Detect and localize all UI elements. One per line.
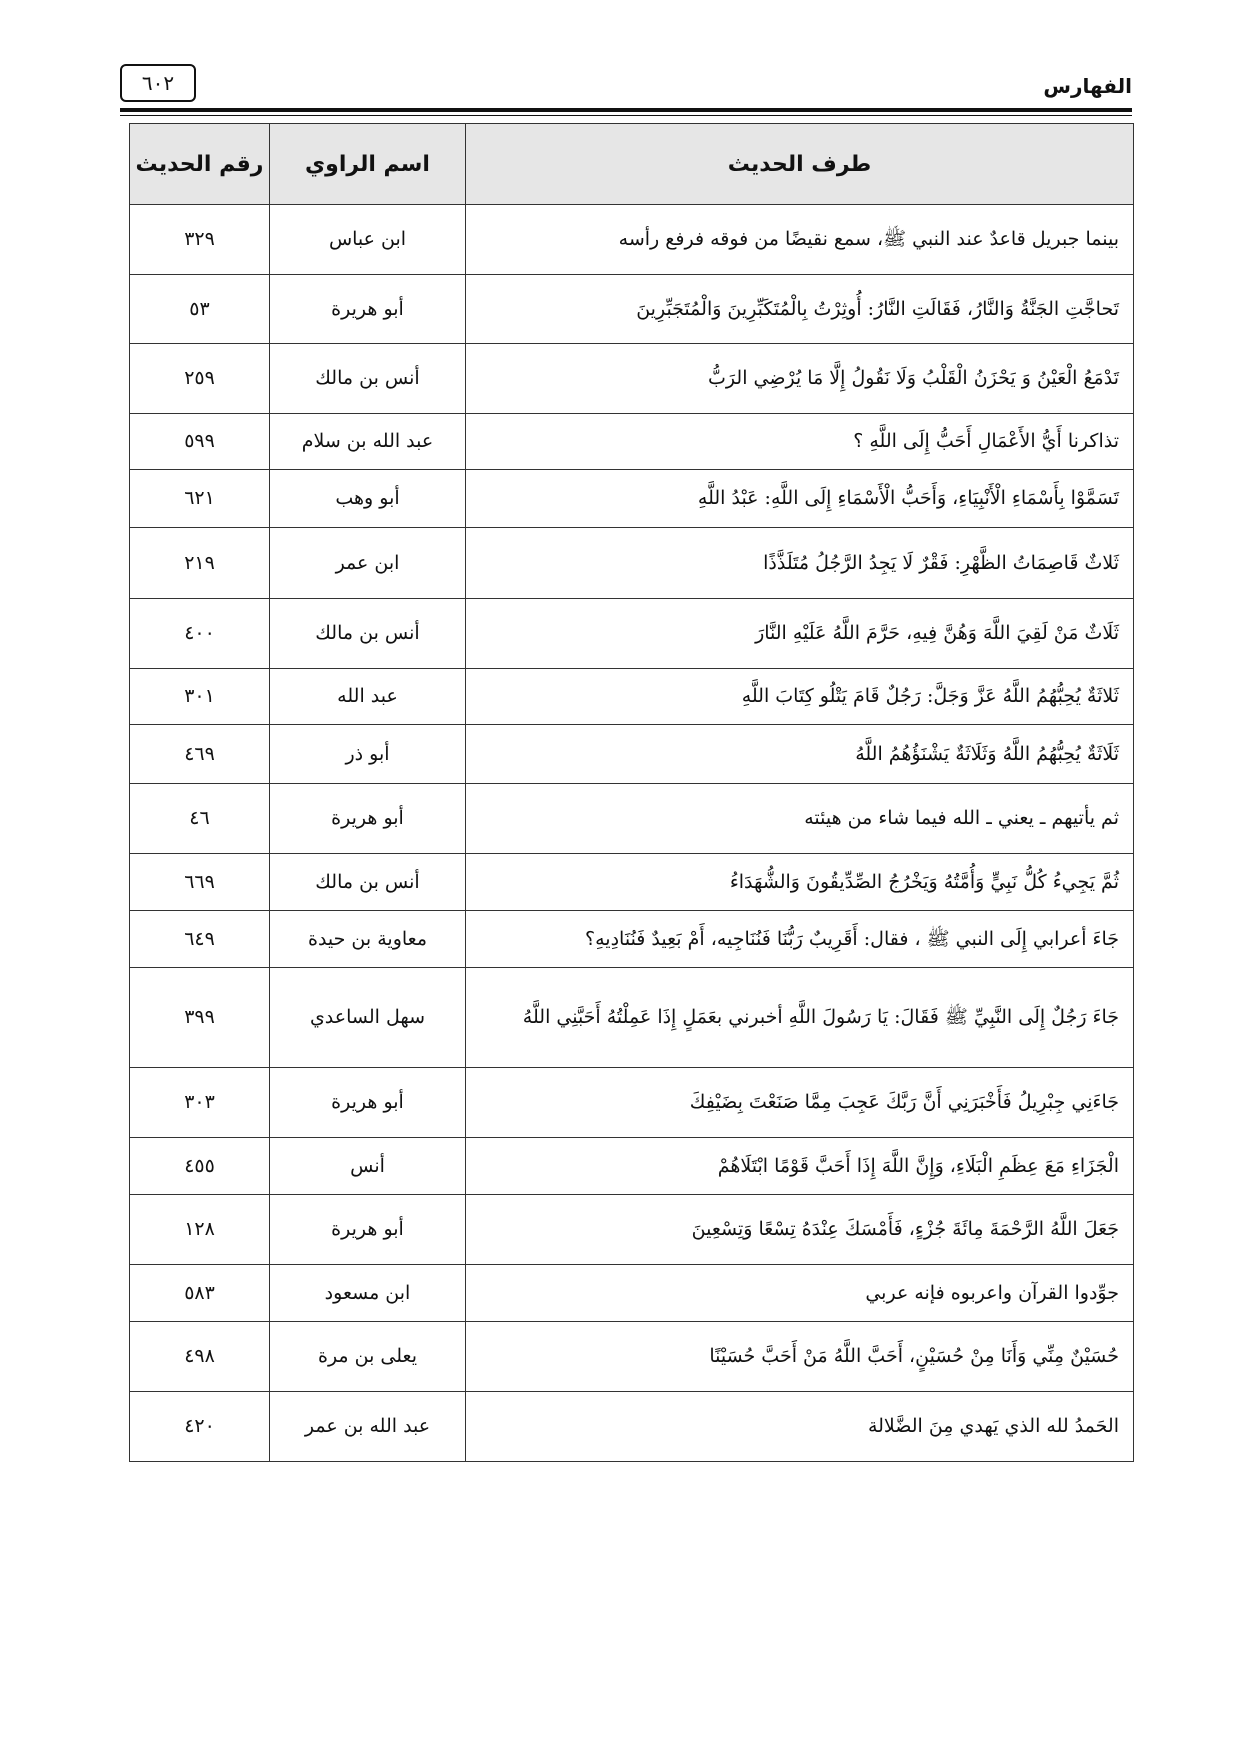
- hadith-text: ثَلاثٌ قَاصِمَاتُ الظَّهْرِ: فَقْرٌ لَا يَجِدُ الرَّجُلُ مُتَلَذَّذًا: [466, 528, 1134, 599]
- table-row: [130, 528, 1134, 599]
- narrator-name: أبو هريرة: [270, 1195, 466, 1265]
- hadith-number: ٣٠٣: [130, 1068, 270, 1138]
- narrator-name: ابن عمر: [270, 528, 466, 599]
- hadith-text: جَاءَنِي جِبْرِيلُ فَأَخْبَرَنِي أَنَّ رَبَّكَ عَجِبَ مِمَّا صَنَعْتَ بِضَيْفِكَ: [466, 1068, 1134, 1138]
- table-row: [130, 344, 1134, 414]
- hadith-number: ٣٠١: [130, 669, 270, 725]
- table-row: [130, 470, 1134, 528]
- table-row: [130, 854, 1134, 911]
- column-header-hadith: طرف الحديث: [466, 124, 1134, 205]
- narrator-name: أنس بن مالك: [270, 344, 466, 414]
- hadith-number: ٤٦: [130, 784, 270, 854]
- hadith-text: الحَمدُ لله الذي يَهدي مِنَ الضَّلالة: [466, 1392, 1134, 1462]
- table-row: [130, 669, 1134, 725]
- hadith-number: ٢١٩: [130, 528, 270, 599]
- hadith-text: ثُمَّ يَجِيءُ كُلُّ نَبِيٍّ وَأُمَّتُهُ وَيَخْرُجُ الصِّدِّيقُونَ وَالشُّهَدَاءُ: [466, 854, 1134, 911]
- hadith-text: جَعَلَ اللَّهُ الرَّحْمَةَ مِائَةَ جُزْءٍ، فَأَمْسَكَ عِنْدَهُ تِسْعًا وَتِسْعِينَ: [466, 1195, 1134, 1265]
- table-row: [130, 1322, 1134, 1392]
- hadith-number: ٦٦٩: [130, 854, 270, 911]
- narrator-name: سهل الساعدي: [270, 968, 466, 1068]
- hadith-text: حُسَيْنٌ مِنِّي وَأَنَا مِنْ حُسَيْنٍ، أَحَبَّ اللَّهُ مَنْ أَحَبَّ حُسَيْنًا: [466, 1322, 1134, 1392]
- table-row: [130, 1138, 1134, 1195]
- column-header-number: رقم الحديث: [130, 124, 270, 205]
- narrator-name: ابن عباس: [270, 205, 466, 275]
- table-row: [130, 599, 1134, 669]
- table-row: [130, 1068, 1134, 1138]
- narrator-name: ابن مسعود: [270, 1265, 466, 1322]
- hadith-number: ٤٩٨: [130, 1322, 270, 1392]
- narrator-name: عبد الله بن سلام: [270, 414, 466, 470]
- narrator-name: أبو ذر: [270, 725, 466, 784]
- hadith-text: جوِّدوا القرآن واعربوه فإنه عربي: [466, 1265, 1134, 1322]
- narrator-name: أنس بن مالك: [270, 854, 466, 911]
- table-header-row: [130, 124, 1134, 205]
- page-number: ٦٠٢: [141, 71, 175, 95]
- hadith-text: ثَلَاثٌ مَنْ لَقِيَ اللَّهَ وَهُنَّ فِيهِ، حَرَّمَ اللَّهُ عَلَيْهِ النَّارَ: [466, 599, 1134, 669]
- hadith-text: بينما جبريل قاعدٌ عند النبي ﷺ، سمع نقيضًا من فوقه فرفع رأسه: [466, 205, 1134, 275]
- table-row: [130, 968, 1134, 1068]
- table-row: [130, 1195, 1134, 1265]
- narrator-name: أبو هريرة: [270, 784, 466, 854]
- hadith-number: ٢٥٩: [130, 344, 270, 414]
- header-rule-thin: [120, 115, 1132, 116]
- hadith-number: ٥٨٣: [130, 1265, 270, 1322]
- narrator-name: أنس: [270, 1138, 466, 1195]
- table-row: [130, 784, 1134, 854]
- hadith-number: ٦٢١: [130, 470, 270, 528]
- hadith-text: تَدْمَعُ الْعَيْنُ وَ يَحْزَنُ الْقَلْبُ وَلَا نَقُولُ إِلَّا مَا يُرْضِي الرَبُّ: [466, 344, 1134, 414]
- hadith-text: جَاءَ أعرابي إِلَى النبي ﷺ ، فقال: أَقَرِيبٌ رَبُّنَا فَنُنَاجِيه، أَمْ بَعِيدٌ فَنُنَادِيهِ؟: [466, 911, 1134, 968]
- table-row: [130, 1265, 1134, 1322]
- hadith-text: تَسَمَّوْا بِأَسْمَاءِ الْأَنْبِيَاءِ، وَأَحَبُّ الْأَسْمَاءِ إِلَى اللَّهِ: عَبْدُ اللَّهِ: [466, 470, 1134, 528]
- table-row: [130, 275, 1134, 344]
- hadith-text: الْجَزَاءِ مَعَ عِظَمِ الْبَلَاءِ، وَإِنَّ اللَّهَ إِذَا أَحَبَّ قَوْمًا ابْتَلَاهُمْ: [466, 1138, 1134, 1195]
- hadith-number: ٣٢٩: [130, 205, 270, 275]
- hadith-text: ثم يأتيهم ـ يعني ـ الله فيما شاء من هيئته: [466, 784, 1134, 854]
- hadith-text: ثَلَاثَةٌ يُحِبُّهُمُ اللَّهُ وَثَلَاثَةٌ يَشْنَؤُهُمُ اللَّهُ: [466, 725, 1134, 784]
- hadith-text: ثَلاثَةٌ يُحِبُّهُمُ اللَّهُ عَزَّ وَجَلَّ: رَجُلٌ قَامَ يَتْلُو كِتَابَ اللَّهِ: [466, 669, 1134, 725]
- narrator-name: يعلى بن مرة: [270, 1322, 466, 1392]
- hadith-number: ٥٩٩: [130, 414, 270, 470]
- narrator-name: أنس بن مالك: [270, 599, 466, 669]
- running-title: الفهارس: [1043, 74, 1132, 98]
- table-row: [130, 1392, 1134, 1462]
- hadith-number: ٥٣: [130, 275, 270, 344]
- narrator-name: أبو هريرة: [270, 275, 466, 344]
- hadith-text: جَاءَ رَجُلٌ إِلَى النَّبِيِّ ﷺ فَقَالَ: يَا رَسُولَ اللَّهِ أخبرني بعَمَلٍ إِذَا عَمِلْتُهُ أَحَبَّنِي اللَّهُ: [466, 968, 1134, 1068]
- table-row: [130, 414, 1134, 470]
- hadith-number: ٤٠٠: [130, 599, 270, 669]
- hadith-number: ٤٥٥: [130, 1138, 270, 1195]
- hadith-number: ٦٤٩: [130, 911, 270, 968]
- page-number-box: [120, 64, 196, 102]
- hadith-number: ٤٢٠: [130, 1392, 270, 1462]
- hadith-number: ٤٦٩: [130, 725, 270, 784]
- narrator-name: أبو هريرة: [270, 1068, 466, 1138]
- column-header-narrator: اسم الراوي: [270, 124, 466, 205]
- table-row: [130, 205, 1134, 275]
- table-row: [130, 911, 1134, 968]
- table-row: [130, 725, 1134, 784]
- narrator-name: معاوية بن حيدة: [270, 911, 466, 968]
- hadith-text: تَحاجَّتِ الجَنَّةُ وَالنَّارُ، فَقَالَتِ النَّارُ: أُوثِرْتُ بِالْمُتَكَبِّرِينَ وَالْمُتَجَبِّرِينَ: [466, 275, 1134, 344]
- hadith-number: ٣٩٩: [130, 968, 270, 1068]
- hadith-number: ١٢٨: [130, 1195, 270, 1265]
- header-rule-thick: [120, 108, 1132, 112]
- hadith-text: تذاكرنا أَيُّ الأَعْمَالِ أَحَبُّ إِلَى اللَّهِ ؟: [466, 414, 1134, 470]
- narrator-name: أبو وهب: [270, 470, 466, 528]
- page-header: [120, 58, 1132, 108]
- narrator-name: عبد الله بن عمر: [270, 1392, 466, 1462]
- narrator-name: عبد الله: [270, 669, 466, 725]
- hadith-index-table: [129, 123, 1134, 1462]
